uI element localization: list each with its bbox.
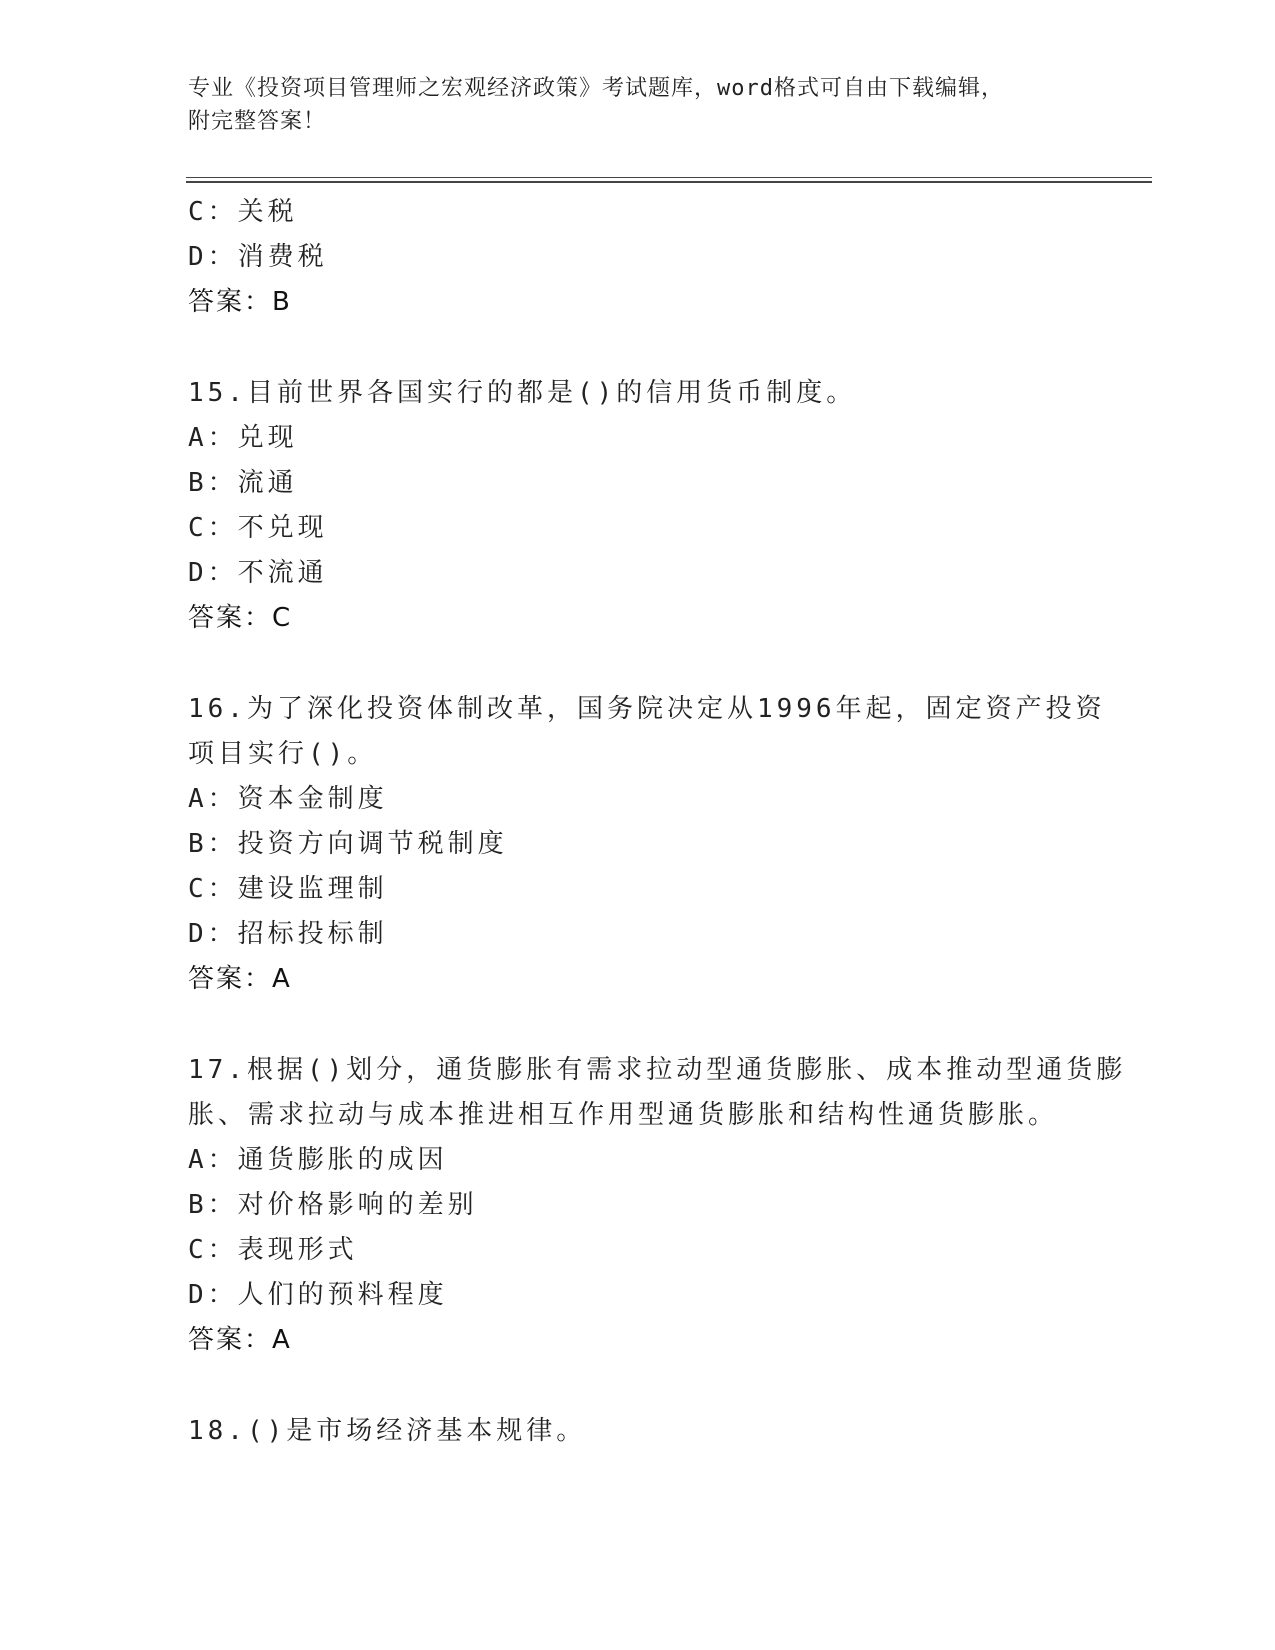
option-c: C：关税: [188, 197, 298, 227]
question-18: [188, 1409, 1088, 1454]
header-rule-thin: [186, 177, 1152, 178]
question-17: [188, 1048, 1127, 1363]
answer-line: 答案：A: [188, 964, 292, 994]
option-d: D：人们的预料程度: [188, 1280, 448, 1310]
question-15: [188, 371, 1088, 641]
option-c: C：不兑现: [188, 513, 328, 543]
option-d: D：消费税: [188, 242, 328, 272]
question-14-continued: [188, 190, 1088, 325]
document-body: [188, 190, 1127, 1454]
question-stem: 16.为了深化投资体制改革，国务院决定从1996年起，固定资产投资: [188, 694, 1106, 724]
question-stem: 15.目前世界各国实行的都是()的信用货币制度。: [188, 378, 857, 408]
question-stem: 18.()是市场经济基本规律。: [188, 1416, 587, 1446]
option-b: B：投资方向调节税制度: [188, 829, 508, 859]
option-d: D：招标投标制: [188, 919, 388, 949]
option-b: B：流通: [188, 468, 298, 498]
question-stem: 17.根据()划分，通货膨胀有需求拉动型通货膨胀、成本推动型通货膨: [188, 1055, 1127, 1085]
question-stem-continued: 胀、需求拉动与成本推进相互作用型通货膨胀和结构性通货膨胀。: [188, 1100, 1059, 1130]
header-line-1: 专业《投资项目管理师之宏观经济政策》考试题库，word格式可自由下载编辑，: [188, 76, 1004, 101]
option-c: C：建设监理制: [188, 874, 388, 904]
question-stem-continued: 项目实行()。: [188, 739, 378, 769]
option-b: B：对价格影响的差别: [188, 1190, 478, 1220]
option-c: C：表现形式: [188, 1235, 358, 1265]
question-16: [188, 687, 1106, 1002]
option-a: A：兑现: [188, 423, 298, 453]
option-a: A：资本金制度: [188, 784, 388, 814]
document-header: [188, 72, 1078, 138]
option-d: D：不流通: [188, 558, 328, 588]
answer-line: 答案：B: [188, 287, 292, 317]
header-line-2: 附完整答案！: [188, 109, 327, 134]
header-rule-thick: [186, 181, 1152, 183]
answer-line: 答案：C: [188, 603, 293, 633]
answer-line: 答案：A: [188, 1325, 292, 1355]
option-a: A：通货膨胀的成因: [188, 1145, 448, 1175]
